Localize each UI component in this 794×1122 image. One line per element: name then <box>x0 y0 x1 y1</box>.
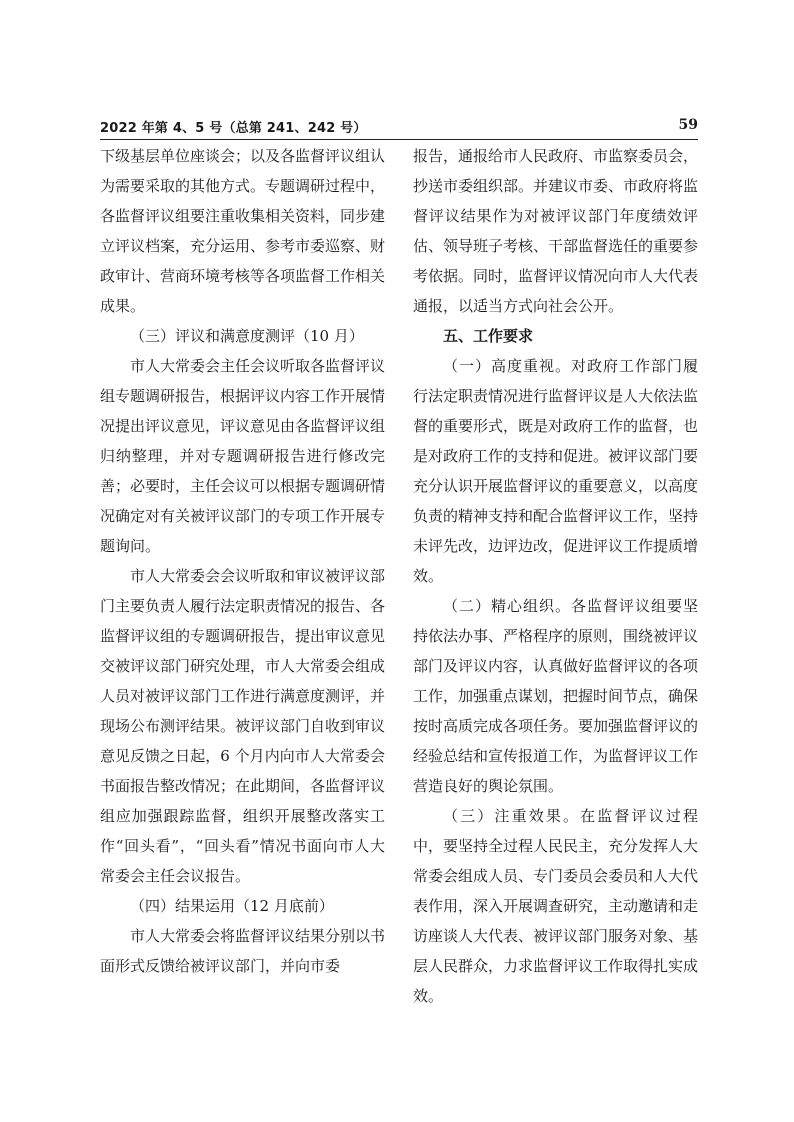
paragraph-continued: 报告，通报给市人民政府、市监察委员会，抄送市委组织部。并建议市委、市政府将监督评议结果作为对被评议部门年度绩效评估、领导班子考核、干部监督选任的重要参考依据。同时，监督评议情况向市人大代表通报，以适当方式向社会公开。 <box>413 147 699 315</box>
requirement-body: 在监督评议过程中，要坚持全过程人民民主，充分发挥人大常委会组成人员、专门委员会委员和人大代表作用，深入开展调查研究，主动邀请和走访座谈人大代表、被评议部门服务对象、基层人民群众，力求监督评议工作取得扎实成效。 <box>413 807 699 1005</box>
paragraph: 市人大常委会主任会议听取各监督评议组专题调研报告，根据评议内容工作开展情况提出评议意见，评议意见由各监督评议组归纳整理，并对专题调研报告进行修改完善；必要时，主任会议可以根据专题调研情况确定对有关被评议部门的专项工作开展专题询问。 <box>100 357 386 555</box>
subsection-heading-4: （四）结果运用（12 月底前） <box>130 897 334 915</box>
right-column <box>413 141 698 1011</box>
left-column <box>100 141 385 981</box>
paragraph: 市人大常委会会议听取和审议被评议部门主要负责人履行法定职责情况的报告、各监督评议组的专题调研报告，提出审议意见交被评议部门研究处理，市人大常委会组成人员对被评议部门工作进行满意度测评，并现场公布测评结果。被评议部门自收到审议意见反馈之日起，6 个月内向市人大常委会书面报告整改情况；在此期间，各监督评议组应加强跟踪监督，组织开展整改落实工作“回头看”，“回头看”情况书面向市人大常委会主任会议报告。 <box>100 567 386 885</box>
paragraph-continued: 下级基层单位座谈会；以及各监督评议组认为需要采取的其他方式。专题调研过程中，各监督评议组要注重收集相关资料，同步建立评议档案，充分运用、参考市委巡察、财政审计、营商环境考核等各项监督工作相关成果。 <box>100 147 386 315</box>
subsection-heading-3: （三）评议和满意度测评（10 月） <box>130 327 364 345</box>
page-header <box>100 113 698 139</box>
paragraph: 市人大常委会将监督评议结果分别以书面形式反馈给被评议部门，并向市委 <box>100 927 386 975</box>
requirement-lead: （三）注重效果。 <box>443 807 581 825</box>
requirement-body: 各监督评议组要坚持依法办事、严格程序的原则，围绕被评议部门及评议内容，认真做好监督评议的各项工作，加强重点谋划，把握时间节点，确保按时高质完成各项任务。要加强监督评议的经验总结和宣传报道工作，为监督评议工作营造良好的舆论氛围。 <box>413 597 699 795</box>
issue-label: 2022 年第 4、5 号（总第 241、242 号） <box>100 121 367 136</box>
requirement-paragraph-1 <box>413 351 698 591</box>
requirement-body: 对政府工作部门履行法定职责情况进行监督评议是人大依法监督的重要形式，既是对政府工作的监督，也是对政府工作的支持和促进。被评议部门要充分认识开展监督评议的重要意义，以高度负责的精神支持和配合监督评议工作，坚持未评先改，边评边改，促进评议工作提质增效。 <box>413 357 699 585</box>
requirement-lead: （二）精心组织。 <box>443 597 571 615</box>
requirement-paragraph-3 <box>413 801 698 1011</box>
requirement-paragraph-2 <box>413 591 698 801</box>
header-divider <box>100 139 698 140</box>
page-number: 59 <box>678 117 698 133</box>
requirement-lead: （一）高度重视。 <box>443 357 571 375</box>
section-heading-5: 五、工作要求 <box>443 327 534 345</box>
